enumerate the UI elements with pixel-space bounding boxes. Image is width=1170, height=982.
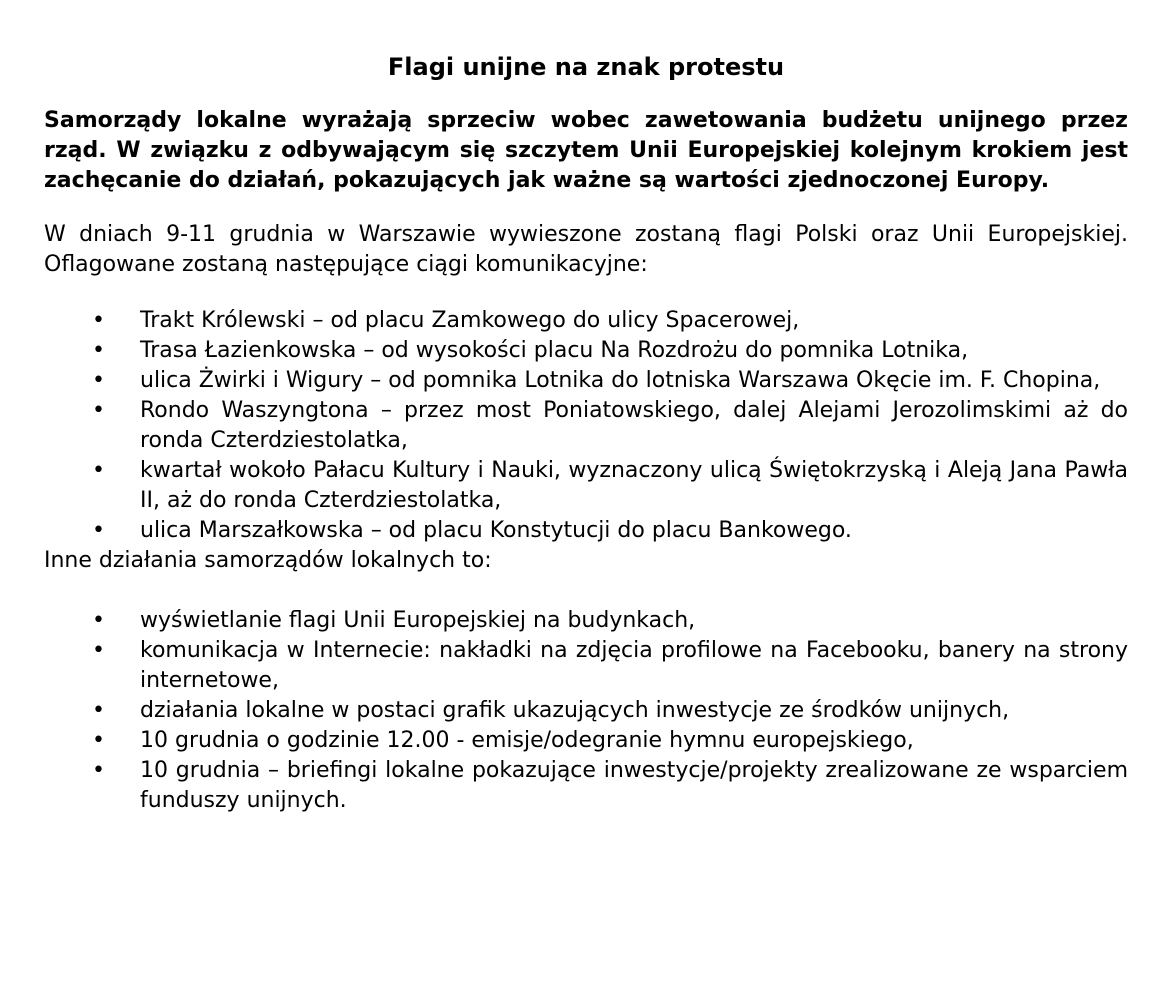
list-item-text: komunikacja w Internecie: nakładki na zdjęcia profilowe na Facebooku, banery na strony internetowe, — [140, 638, 1128, 693]
bullet-icon: • — [92, 338, 105, 363]
bullet-icon: • — [92, 458, 105, 483]
list-item — [44, 336, 1128, 366]
lead-paragraph: Samorządy lokalne wyrażają sprzeciw wobec zawetowania budżetu unijnego przez rząd. W związku z odbywającym się szczytem Unii Europejskiej kolejnym krokiem jest zachęcanie do działań, pokazujących jak ważne są wartości zjednoczonej Europy. — [44, 108, 1128, 193]
bullet-icon: • — [92, 518, 105, 543]
list-item-text: 10 grudnia – briefingi lokalne pokazujące inwestycje/projekty zrealizowane ze wsparciem funduszy unijnych. — [140, 758, 1128, 813]
list-item — [44, 636, 1128, 696]
routes-list — [44, 306, 1128, 546]
bullet-icon: • — [92, 368, 105, 393]
list-item-text: działania lokalne w postaci grafik ukazujących inwestycje ze środków unijnych, — [140, 698, 1010, 723]
list-item — [44, 306, 1128, 336]
list-item — [44, 456, 1128, 516]
actions-list — [44, 606, 1128, 816]
bullet-icon: • — [92, 398, 105, 423]
bullet-icon: • — [92, 758, 105, 783]
list-item-text: wyświetlanie flagi Unii Europejskiej na budynkach, — [140, 608, 696, 633]
list-item — [44, 756, 1128, 816]
list-item-text: ulica Marszałkowska – od placu Konstytucji do placu Bankowego. — [140, 518, 852, 543]
list-item — [44, 696, 1128, 726]
list-item-text: Rondo Waszyngtona – przez most Poniatowskiego, dalej Alejami Jerozolimskimi aż do ronda Czterdziestolatka, — [140, 398, 1128, 453]
list-item — [44, 726, 1128, 756]
document-page — [44, 50, 1128, 816]
bullet-icon: • — [92, 698, 105, 723]
bullet-icon: • — [92, 308, 105, 333]
list-item-text: kwartał wokoło Pałacu Kultury i Nauki, wyznaczony ulicą Świętokrzyską i Aleją Jana Pawła II, aż do ronda Czterdziestolatka, — [140, 458, 1128, 513]
list-item — [44, 366, 1128, 396]
list-item — [44, 396, 1128, 456]
bullet-icon: • — [92, 728, 105, 753]
list-item-text: Trakt Królewski – od placu Zamkowego do ulicy Spacerowej, — [140, 308, 800, 333]
bullet-icon: • — [92, 608, 105, 633]
other-actions-intro: Inne działania samorządów lokalnych to: — [44, 548, 492, 573]
list-item — [44, 516, 1128, 546]
list-item — [44, 606, 1128, 636]
list-item-text: ulica Żwirki i Wigury – od pomnika Lotnika do lotniska Warszawa Okęcie im. F. Chopina, — [140, 368, 1101, 393]
bullet-icon: • — [92, 638, 105, 663]
intro-paragraph: W dniach 9-11 grudnia w Warszawie wywieszone zostaną flagi Polski oraz Unii Europejskiej. Oflagowane zostaną następujące ciągi komunikacyjne: — [44, 222, 1128, 277]
list-item-text: Trasa Łazienkowska – od wysokości placu Na Rozdrożu do pomnika Lotnika, — [140, 338, 969, 363]
document-title: Flagi unijne na znak protestu — [387, 53, 785, 81]
list-item-text: 10 grudnia o godzinie 12.00 - emisje/odegranie hymnu europejskiego, — [140, 728, 914, 753]
